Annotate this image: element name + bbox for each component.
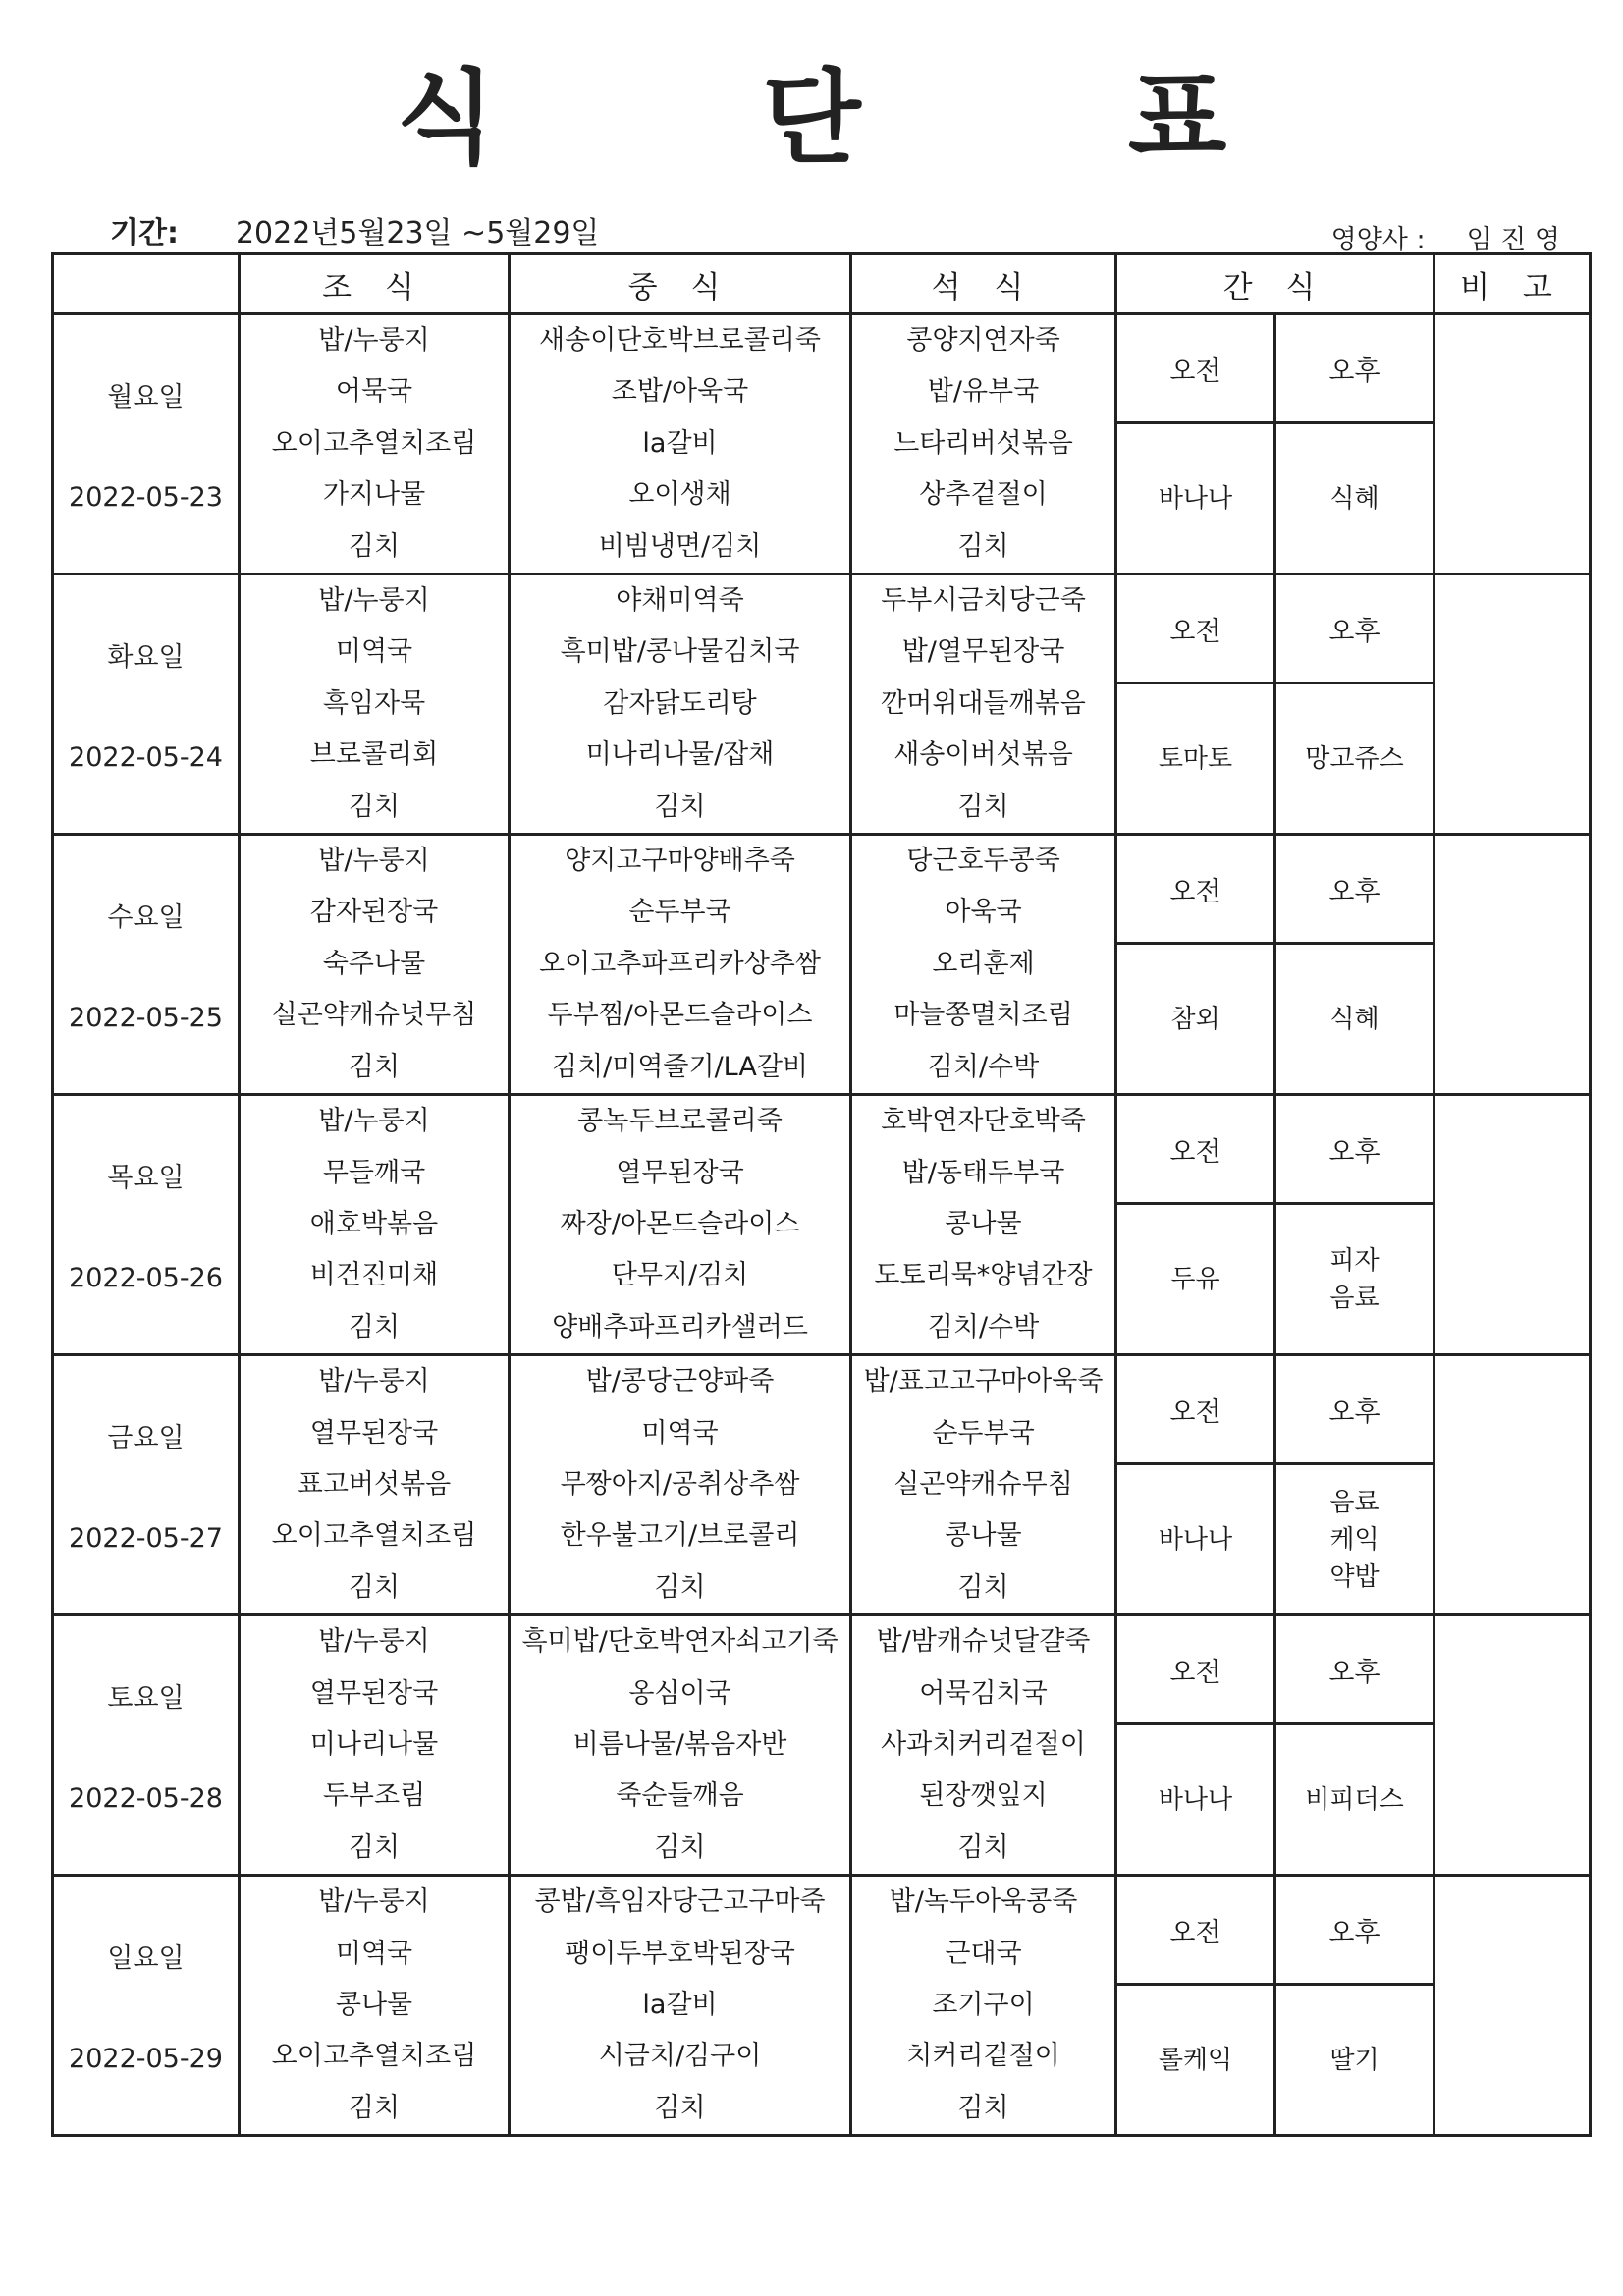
lunch-cell [510, 314, 851, 574]
snack-am-label: 오전 [1116, 314, 1275, 423]
period [110, 208, 599, 251]
menu-item: 열무된장국 [309, 1417, 439, 1449]
menu-item: 무짱아지/공취상추쌈 [560, 1468, 800, 1500]
menu-item: 김치 [348, 1051, 401, 1082]
menu-item: 죽순들깨음 [616, 1780, 744, 1812]
day-name: 수요일 [107, 902, 185, 934]
menu-item: 느타리버섯볶음 [893, 427, 1073, 459]
menu-item: 단무지/김치 [611, 1260, 749, 1291]
day-row [53, 1615, 1591, 1724]
dinner-cell [851, 314, 1116, 574]
menu-item: 두부시금치당근죽 [881, 585, 1086, 617]
snack-am-label: 오전 [1116, 574, 1275, 683]
menu-item: 두부조림 [322, 1780, 426, 1812]
snack-pm-label: 오후 [1275, 314, 1434, 423]
lunch-cell [510, 1095, 851, 1355]
menu-item: 밥/누룽지 [318, 1106, 430, 1137]
menu-item: 도토리묵*양념간장 [874, 1260, 1093, 1291]
day-cell [53, 1876, 240, 2136]
menu-item: 비건진미채 [309, 1260, 439, 1291]
snack-pm-value: 음료 케익 약밥 [1275, 1464, 1434, 1615]
menu-item: 순두부국 [628, 897, 731, 928]
menu-item: 상추겉절이 [919, 479, 1048, 511]
menu-item: 옹심이국 [628, 1677, 731, 1709]
day-cell [53, 574, 240, 835]
snack-am-value: 바나나 [1116, 423, 1275, 574]
menu-item: 콩나물 [335, 1990, 413, 2020]
snack-am-value: 롤케익 [1116, 1985, 1275, 2136]
menu-item: 흑임자묵 [322, 687, 426, 719]
day-row [53, 1095, 1591, 1204]
menu-item: 표고버섯볶음 [297, 1468, 452, 1500]
menu-item: 밥/밤캐슈넛달걀죽 [876, 1626, 1091, 1658]
snack-am-label: 오전 [1116, 835, 1275, 944]
dinner-cell [851, 1876, 1116, 2136]
lunch-cell [510, 835, 851, 1095]
breakfast-cell [240, 835, 510, 1095]
menu-item: 오리훈제 [932, 948, 1035, 979]
menu-item: 김치/수박 [927, 1051, 1040, 1082]
menu-item: 조밥/아욱국 [611, 376, 749, 408]
day-date: 2022-05-27 [69, 1523, 223, 1555]
menu-item: 김치 [654, 1571, 706, 1603]
menu-item: 흑미밥/단호박연자쇠고기죽 [521, 1626, 839, 1658]
day-name: 화요일 [107, 642, 185, 674]
day-date: 2022-05-26 [69, 1263, 223, 1294]
snack-pm-value: 망고쥬스 [1275, 683, 1434, 835]
snack-pm-value: 식혜 [1275, 944, 1434, 1095]
day-date: 2022-05-24 [69, 742, 223, 774]
header-row [53, 254, 1591, 314]
menu-item: 새송이단호박브로콜리죽 [539, 325, 821, 355]
note-cell [1434, 574, 1591, 835]
menu-item: 사과치커리겉절이 [881, 1728, 1086, 1760]
menu-item: 근대국 [945, 1938, 1022, 1969]
lunch-cell [510, 574, 851, 835]
menu-item: 밥/누룽지 [318, 1366, 430, 1397]
menu-item: 오이고추파프리카상추쌈 [539, 948, 821, 979]
snack-am-value: 참외 [1116, 944, 1275, 1095]
menu-item: 숙주나물 [322, 948, 426, 979]
nutritionist-label: 영양사 : [1330, 225, 1426, 255]
menu-item: 김치 [957, 530, 1009, 562]
dinner-cell [851, 1355, 1116, 1615]
menu-item: 미역국 [335, 1938, 413, 1969]
menu-item: 조기구이 [932, 1990, 1035, 2020]
menu-item: 김치 [348, 1831, 401, 1863]
menu-item: 김치/미역줄기/LA갈비 [552, 1051, 808, 1082]
menu-item: 김치 [654, 1831, 706, 1863]
menu-item: 콩나물 [945, 1520, 1022, 1552]
snack-am-value: 두유 [1116, 1204, 1275, 1355]
menu-item: 미역국 [335, 636, 413, 668]
menu-item: 양배추파프리카샐러드 [552, 1311, 808, 1342]
menu-item: 실곤약캐슈무침 [893, 1468, 1073, 1500]
day-cell [53, 1095, 240, 1355]
menu-item: 밥/누룽지 [318, 325, 430, 355]
snack-am-label: 오전 [1116, 1095, 1275, 1204]
menu-item: 호박연자단호박죽 [881, 1106, 1086, 1137]
menu-item: 김치 [957, 1571, 1009, 1603]
menu-item: la갈비 [642, 1990, 718, 2020]
menu-item: 깐머위대들깨볶음 [881, 687, 1086, 719]
menu-item: 실곤약캐슈넛무침 [271, 1000, 477, 1031]
day-name: 토요일 [107, 1683, 185, 1715]
menu-item: 비름나물/볶음자반 [572, 1728, 787, 1760]
snack-am-value: 토마토 [1116, 683, 1275, 835]
menu-item: 김치 [957, 2092, 1009, 2123]
day-header [53, 254, 240, 314]
day-date: 2022-05-25 [69, 1003, 223, 1034]
snack-pm-value: 식혜 [1275, 423, 1434, 574]
menu-item: 아욱국 [945, 897, 1022, 928]
day-row [53, 1876, 1591, 1985]
menu-item: 된장깻잎지 [919, 1780, 1048, 1812]
menu-item: 브로콜리회 [309, 739, 439, 771]
nutritionist [1331, 218, 1560, 256]
menu-item: 야채미역죽 [616, 585, 744, 617]
menu-item: 감자닭도리탕 [603, 687, 757, 719]
snack-pm-label: 오후 [1275, 1355, 1434, 1464]
menu-item: 오이생채 [628, 479, 731, 511]
menu-item: 치커리겉절이 [906, 2041, 1060, 2072]
menu-item: 김치 [348, 1571, 401, 1603]
menu-item: 감자된장국 [309, 897, 439, 928]
lunch-header: 중 식 [510, 254, 851, 314]
menu-item: 김치 [654, 791, 706, 822]
breakfast-cell [240, 1876, 510, 2136]
snack-am-label: 오전 [1116, 1615, 1275, 1724]
dinner-header: 석 식 [851, 254, 1116, 314]
menu-table [51, 252, 1592, 2137]
menu-item: 미나리나물 [309, 1728, 439, 1760]
menu-item: 순두부국 [932, 1417, 1035, 1449]
period-label: 기간: [110, 216, 179, 250]
menu-item: 시금치/김구이 [598, 2041, 762, 2072]
menu-item: 콩양지연자죽 [906, 325, 1060, 355]
day-cell [53, 1355, 240, 1615]
lunch-cell [510, 1615, 851, 1876]
menu-item: 콩녹두브로콜리죽 [577, 1106, 783, 1137]
menu-item: 밥/동태두부국 [901, 1157, 1065, 1188]
menu-item: 애호박볶음 [309, 1208, 439, 1239]
breakfast-cell [240, 1615, 510, 1876]
menu-item: 김치 [348, 791, 401, 822]
dinner-cell [851, 835, 1116, 1095]
menu-item: 한우불고기/브로콜리 [560, 1520, 800, 1552]
menu-item: 당근호두콩죽 [906, 846, 1060, 877]
period-value: 2022년5월23일 ~5월29일 [235, 216, 600, 250]
breakfast-cell [240, 1355, 510, 1615]
breakfast-cell [240, 574, 510, 835]
day-cell [53, 314, 240, 574]
menu-item: 밥/표고고구마아욱죽 [863, 1366, 1104, 1397]
menu-item: 미역국 [641, 1417, 719, 1449]
breakfast-cell [240, 1095, 510, 1355]
day-name: 일요일 [107, 1943, 185, 1975]
menu-item: 오이고추열치조림 [271, 427, 477, 459]
menu-item: 팽이두부호박된장국 [565, 1938, 795, 1969]
menu-item: 어묵국 [335, 376, 413, 408]
snack-pm-label: 오후 [1275, 1095, 1434, 1204]
snack-pm-label: 오후 [1275, 835, 1434, 944]
day-name: 목요일 [107, 1163, 185, 1194]
breakfast-header: 조 식 [240, 254, 510, 314]
menu-item: 마늘쫑멸치조림 [893, 1000, 1073, 1031]
menu-item: 김치 [957, 791, 1009, 822]
note-cell [1434, 1095, 1591, 1355]
menu-item: 밥/콩당근양파죽 [585, 1366, 775, 1397]
menu-item: la갈비 [642, 427, 718, 459]
menu-item: 김치 [654, 2092, 706, 2123]
snack-pm-value: 비피더스 [1275, 1724, 1434, 1876]
day-cell [53, 835, 240, 1095]
snack-am-label: 오전 [1116, 1876, 1275, 1985]
menu-item: 밥/누룽지 [318, 1626, 430, 1658]
menu-item: 오이고추열치조림 [271, 1520, 477, 1552]
menu-item: 짜장/아몬드슬라이스 [560, 1208, 800, 1239]
dinner-cell [851, 1095, 1116, 1355]
snack-am-value: 바나나 [1116, 1464, 1275, 1615]
menu-item: 밥/열무된장국 [901, 636, 1065, 668]
day-date: 2022-05-29 [69, 2044, 223, 2075]
snack-pm-value: 피자 음료 [1275, 1204, 1434, 1355]
menu-item: 김치 [348, 2092, 401, 2123]
day-name: 금요일 [107, 1423, 185, 1454]
snack-pm-value: 딸기 [1275, 1985, 1434, 2136]
menu-item: 열무된장국 [616, 1157, 744, 1188]
menu-item: 밥/누룽지 [318, 846, 430, 877]
day-date: 2022-05-28 [69, 1783, 223, 1815]
menu-item: 무들깨국 [322, 1157, 426, 1188]
menu-item: 어묵김치국 [919, 1677, 1048, 1709]
snack-header: 간 식 [1116, 254, 1434, 314]
page-title: 식 단 표 [396, 58, 1343, 178]
menu-item: 두부찜/아몬드슬라이스 [547, 1000, 813, 1031]
menu-item: 미나리나물/잡채 [585, 739, 775, 771]
day-cell [53, 1615, 240, 1876]
menu-item: 비빔냉면/김치 [598, 530, 762, 562]
note-cell [1434, 1615, 1591, 1876]
lunch-cell [510, 1876, 851, 2136]
day-row [53, 314, 1591, 423]
note-cell [1434, 314, 1591, 574]
menu-item: 밥/유부국 [927, 376, 1040, 408]
menu-item: 밥/누룽지 [318, 1886, 430, 1918]
snack-am-value: 바나나 [1116, 1724, 1275, 1876]
menu-item: 열무된장국 [309, 1677, 439, 1709]
menu-item: 흑미밥/콩나물김치국 [560, 636, 800, 668]
menu-item: 새송이버섯볶음 [893, 739, 1073, 771]
note-cell [1434, 835, 1591, 1095]
note-header: 비 고 [1434, 254, 1591, 314]
menu-item: 김치 [348, 1311, 401, 1342]
day-row [53, 835, 1591, 944]
dinner-cell [851, 1615, 1116, 1876]
menu-item: 오이고추열치조림 [271, 2041, 477, 2072]
snack-pm-label: 오후 [1275, 1615, 1434, 1724]
menu-item: 콩밥/흑임자당근고구마죽 [534, 1886, 826, 1918]
menu-item: 김치 [348, 530, 401, 562]
note-cell [1434, 1876, 1591, 2136]
menu-item: 김치/수박 [927, 1311, 1040, 1342]
day-date: 2022-05-23 [69, 482, 223, 514]
breakfast-cell [240, 314, 510, 574]
day-name: 월요일 [107, 382, 185, 413]
snack-pm-label: 오후 [1275, 1876, 1434, 1985]
note-cell [1434, 1355, 1591, 1615]
lunch-cell [510, 1355, 851, 1615]
menu-item: 밥/녹두아욱콩죽 [889, 1886, 1078, 1918]
snack-am-label: 오전 [1116, 1355, 1275, 1464]
menu-item: 양지고구마양배추죽 [565, 846, 795, 877]
snack-pm-label: 오후 [1275, 574, 1434, 683]
nutritionist-name: 임 진 영 [1466, 225, 1560, 255]
menu-item: 밥/누룽지 [318, 585, 430, 617]
menu-item: 콩나물 [945, 1208, 1022, 1239]
menu-body [53, 314, 1591, 2136]
dinner-cell [851, 574, 1116, 835]
menu-item: 가지나물 [322, 479, 426, 511]
day-row [53, 574, 1591, 683]
menu-item: 김치 [957, 1831, 1009, 1863]
day-row [53, 1355, 1591, 1464]
